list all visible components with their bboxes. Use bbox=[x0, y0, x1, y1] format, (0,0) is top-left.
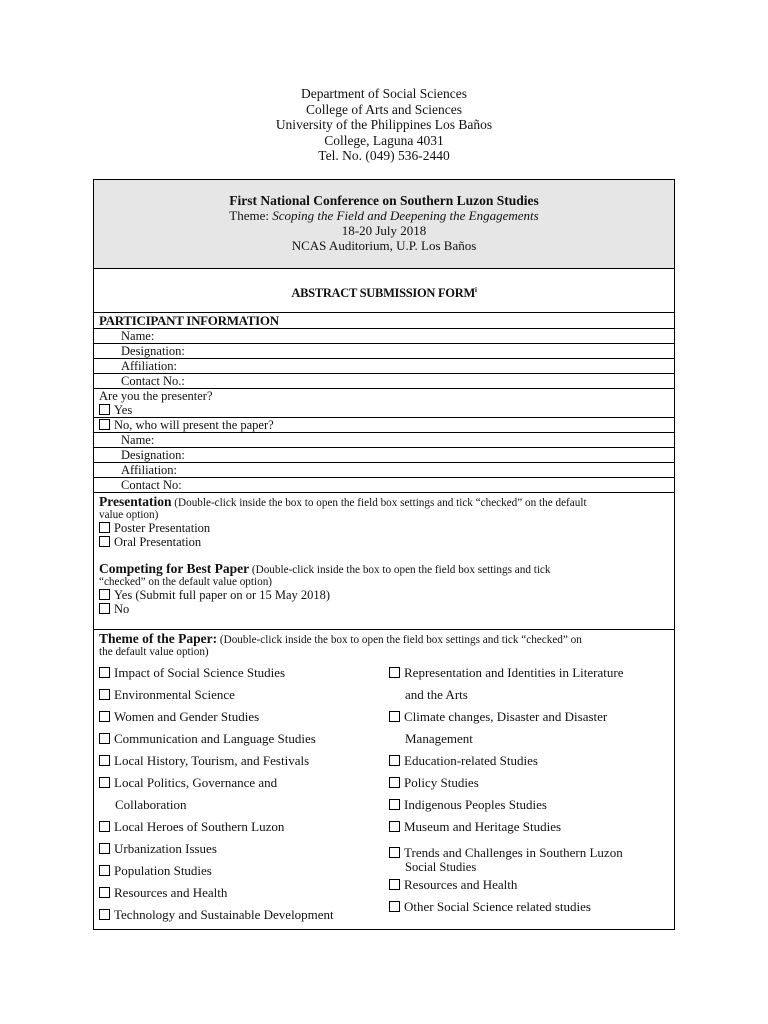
theme-option[interactable] bbox=[99, 662, 384, 684]
option-label: Technology and Sustainable Development bbox=[114, 907, 334, 922]
affiliation-field[interactable]: Affiliation: bbox=[94, 359, 674, 374]
header-line: College, Laguna 4031 bbox=[324, 132, 444, 148]
presenter-name-field[interactable]: Name: bbox=[94, 433, 674, 448]
best-paper-header bbox=[99, 563, 669, 576]
theme-header bbox=[99, 633, 669, 646]
checkbox[interactable] bbox=[389, 711, 400, 722]
theme-column-left bbox=[99, 662, 384, 926]
theme-option[interactable] bbox=[99, 684, 384, 706]
best-paper-note: (Double-click inside the box to open the field box settings and tick bbox=[249, 564, 551, 576]
header-line: College of Arts and Sciences bbox=[306, 101, 462, 117]
participant-heading: PARTICIPANT INFORMATION bbox=[94, 313, 674, 329]
option-label: Oral Presentation bbox=[114, 535, 202, 549]
theme-column-right bbox=[389, 662, 674, 918]
name-field[interactable]: Name: bbox=[94, 329, 674, 344]
conference-venue: NCAS Auditorium, U.P. Los Baños bbox=[291, 238, 477, 253]
option-label: Other Social Science related studies bbox=[404, 899, 591, 914]
theme-option[interactable] bbox=[99, 904, 384, 926]
option-label: Local Heroes of Southern Luzon bbox=[114, 819, 285, 834]
option-label: Environmental Science bbox=[114, 687, 235, 702]
checkbox[interactable] bbox=[389, 821, 400, 832]
theme-heading: Theme of the Paper bbox=[99, 631, 213, 646]
best-paper-note-cont: “checked” on the default value option) bbox=[99, 576, 273, 588]
theme-section bbox=[94, 630, 674, 658]
option-label: Urbanization Issues bbox=[114, 841, 217, 856]
option-label: Resources and Health bbox=[114, 885, 228, 900]
theme-option[interactable] bbox=[99, 860, 384, 882]
option-label: No, who will present the paper? bbox=[114, 418, 274, 432]
header-line: Department of Social Sciences bbox=[300, 86, 468, 101]
checkbox[interactable] bbox=[389, 799, 400, 810]
checkbox[interactable] bbox=[99, 843, 110, 854]
theme-option[interactable] bbox=[389, 816, 674, 838]
checkbox[interactable] bbox=[99, 777, 110, 788]
oral-option[interactable] bbox=[99, 535, 669, 549]
option-label: Local Politics, Governance and bbox=[114, 775, 278, 790]
presenter-designation-field[interactable]: Designation: bbox=[94, 448, 674, 463]
theme-option[interactable] bbox=[99, 816, 384, 838]
theme-option-cont: and the Arts bbox=[405, 687, 468, 702]
theme-option[interactable] bbox=[99, 838, 384, 860]
option-label: Education-related Studies bbox=[404, 753, 538, 768]
checkbox[interactable] bbox=[99, 821, 110, 832]
theme-option[interactable] bbox=[389, 874, 674, 896]
theme-option[interactable] bbox=[389, 896, 674, 918]
best-paper-yes-option[interactable] bbox=[99, 588, 669, 602]
option-label: Trends and Challenges in Southern Luzon bbox=[404, 845, 623, 860]
theme-colon: : bbox=[212, 631, 218, 646]
option-label: Climate changes, Disaster and Disaster bbox=[404, 709, 608, 724]
conference-title: First National Conference on Southern Luzon Studies bbox=[229, 193, 539, 208]
theme-option[interactable] bbox=[99, 772, 384, 794]
theme-label: Theme: bbox=[229, 208, 273, 223]
option-label: Local History, Tourism, and Festivals bbox=[114, 753, 310, 768]
poster-option[interactable] bbox=[99, 521, 669, 535]
presentation-note: (Double-click inside the box to open the field box settings and tick “checked” on the default bbox=[171, 497, 587, 509]
theme-option[interactable] bbox=[389, 662, 674, 684]
checkbox[interactable] bbox=[99, 711, 110, 722]
checkbox[interactable] bbox=[389, 847, 400, 858]
option-label: Yes bbox=[114, 403, 133, 417]
checkbox[interactable] bbox=[99, 733, 110, 744]
theme-options bbox=[94, 662, 674, 922]
checkbox[interactable] bbox=[389, 901, 400, 912]
option-label: Population Studies bbox=[114, 863, 212, 878]
theme-option[interactable] bbox=[389, 750, 674, 772]
option-label: Poster Presentation bbox=[114, 521, 211, 535]
theme-option[interactable] bbox=[389, 772, 674, 794]
option-label: Representation and Identities in Literature bbox=[404, 665, 624, 680]
checkbox[interactable] bbox=[389, 879, 400, 890]
presenter-affiliation-field[interactable]: Affiliation: bbox=[94, 463, 674, 478]
designation-field[interactable]: Designation: bbox=[94, 344, 674, 359]
conference-theme bbox=[94, 208, 674, 223]
theme-option-cont: Collaboration bbox=[115, 797, 187, 812]
theme-option[interactable] bbox=[99, 882, 384, 904]
theme-option-cont: Social Studies bbox=[405, 860, 477, 874]
form-title-footnote: i bbox=[474, 286, 477, 294]
presentation-section bbox=[94, 493, 674, 630]
theme-option-cont: Management bbox=[405, 731, 473, 746]
conference-banner bbox=[94, 180, 674, 269]
option-label: No bbox=[114, 602, 130, 616]
presenter-question: Are you the presenter? bbox=[99, 389, 213, 403]
presentation-note-cont: value option) bbox=[99, 509, 159, 521]
best-paper-heading: Competing for Best Paper bbox=[99, 561, 250, 576]
checkbox[interactable] bbox=[99, 689, 110, 700]
conference-dates: 18-20 July 2018 bbox=[341, 223, 427, 238]
checkbox[interactable] bbox=[99, 419, 110, 430]
theme-option[interactable] bbox=[99, 706, 384, 728]
checkbox[interactable] bbox=[99, 667, 110, 678]
checkbox[interactable] bbox=[389, 777, 400, 788]
checkbox[interactable] bbox=[99, 536, 110, 547]
checkbox[interactable] bbox=[99, 603, 110, 614]
checkbox[interactable] bbox=[389, 755, 400, 766]
checkbox[interactable] bbox=[99, 887, 110, 898]
form-title-text: ABSTRACT SUBMISSION FORM bbox=[291, 286, 475, 300]
presenter-contact-field[interactable]: Contact No: bbox=[94, 478, 674, 493]
theme-note-cont: the default value option) bbox=[99, 646, 209, 658]
option-label: Policy Studies bbox=[404, 775, 479, 790]
checkbox[interactable] bbox=[99, 909, 110, 920]
contact-field[interactable]: Contact No.: bbox=[94, 374, 674, 389]
checkbox[interactable] bbox=[99, 755, 110, 766]
presentation-heading: Presentation bbox=[99, 494, 172, 509]
checkbox[interactable] bbox=[99, 589, 110, 600]
theme-text: Scoping the Field and Deepening the Engagements bbox=[272, 208, 539, 223]
option-label: Women and Gender Studies bbox=[114, 709, 260, 724]
presenter-yes-option[interactable] bbox=[94, 403, 674, 418]
header-line: University of the Philippines Los Baños bbox=[275, 117, 493, 132]
form-title bbox=[94, 269, 674, 313]
theme-option[interactable] bbox=[389, 846, 674, 860]
presenter-no-option[interactable] bbox=[94, 418, 674, 433]
theme-option[interactable] bbox=[99, 750, 384, 772]
theme-option[interactable] bbox=[389, 794, 674, 816]
checkbox[interactable] bbox=[99, 404, 110, 415]
header-line: Tel. No. (049) 536-2440 bbox=[318, 148, 450, 163]
abstract-form bbox=[93, 179, 675, 930]
option-label: Impact of Social Science Studies bbox=[114, 665, 286, 680]
presentation-header bbox=[99, 496, 669, 509]
theme-option[interactable] bbox=[389, 706, 674, 728]
theme-note: (Double-click inside the box to open the field box settings and tick “checked” on bbox=[217, 634, 582, 646]
option-label: Museum and Heritage Studies bbox=[404, 819, 562, 834]
checkbox[interactable] bbox=[389, 667, 400, 678]
option-label: Communication and Language Studies bbox=[114, 731, 316, 746]
option-label: Yes (Submit full paper on or 15 May 2018) bbox=[114, 588, 331, 602]
checkbox[interactable] bbox=[99, 522, 110, 533]
option-label: Indigenous Peoples Studies bbox=[404, 797, 547, 812]
checkbox[interactable] bbox=[99, 865, 110, 876]
department-header bbox=[0, 86, 768, 164]
option-label: Resources and Health bbox=[404, 877, 518, 892]
best-paper-no-option[interactable] bbox=[99, 602, 669, 616]
theme-option[interactable] bbox=[99, 728, 384, 750]
